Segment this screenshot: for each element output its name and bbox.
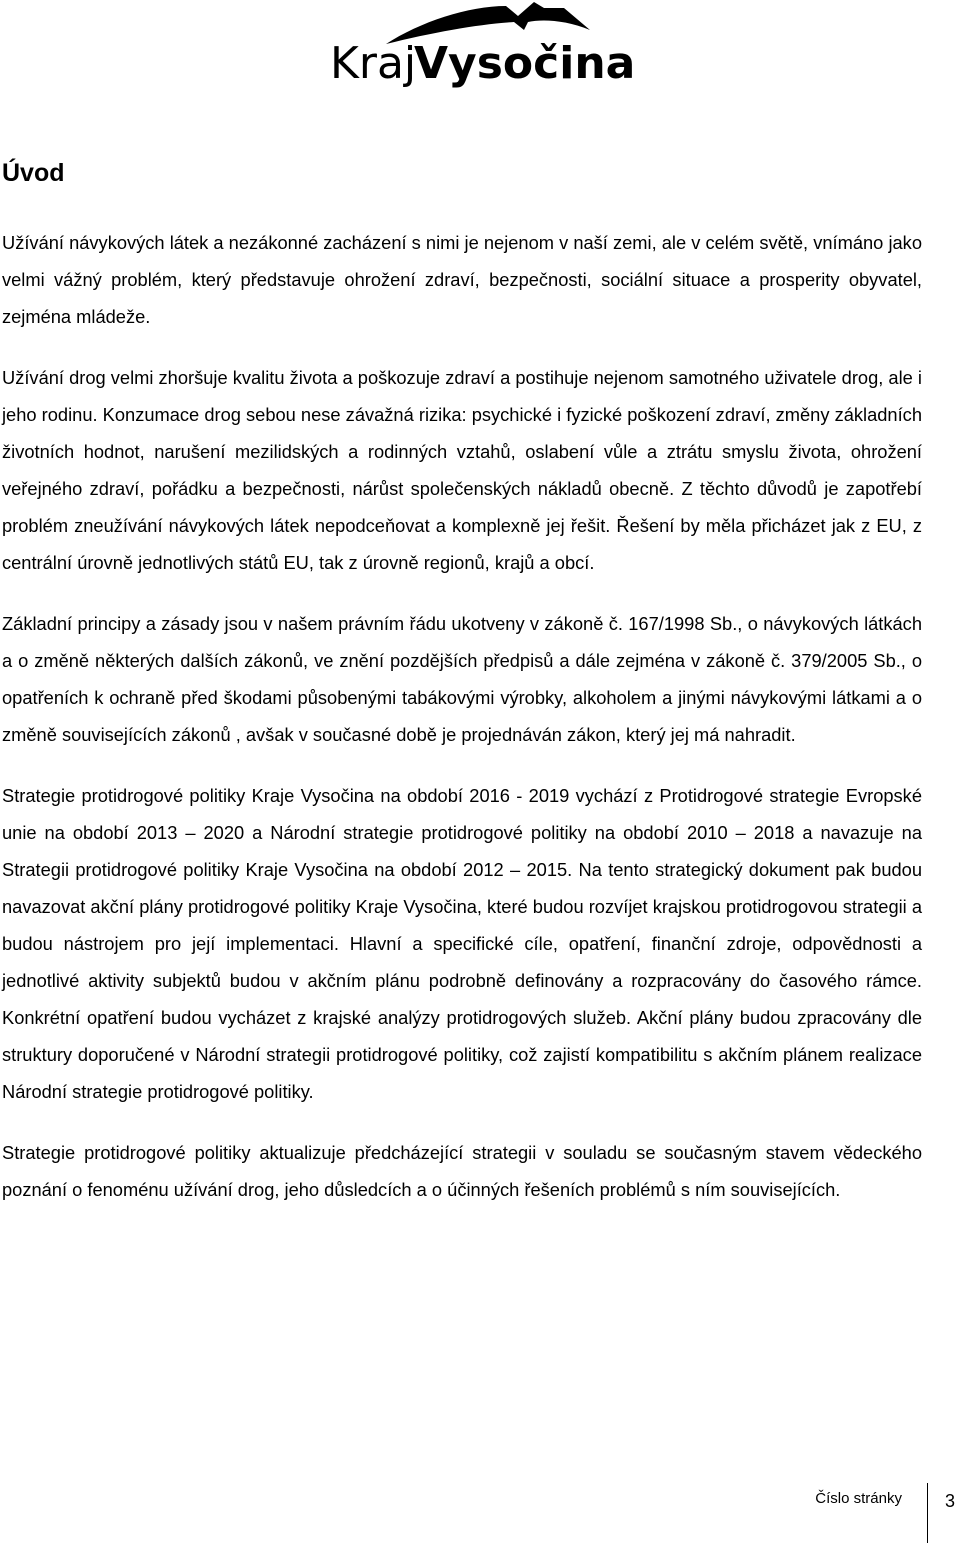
paragraph-5: Strategie protidrogové politiky aktualizuje předcházející strategii v souladu se současným stavem vědeckého poznání o fenoménu užívání drog, jeho důsledcích a o účinných řešeních problémů s ním souvisejících. xyxy=(2,1142,922,1200)
paragraph-3: Základní principy a zásady jsou v našem právním řádu ukotveny v zákoně č. 167/1998 Sb., o návykových látkách a o změně některých dalších zákonů, ve znění pozdějších předpisů a dále zejména v zákoně č. 379/2005 Sb., o opatřeních k ochraně před škodami působenými tabákovými výrobky, alkoholem a jinými návykovými látkami a o změně souvisejících zákonů , avšak v současné době je projednáván zákon, který jej má nahradit. xyxy=(2,613,922,745)
paragraph-1: Užívání návykových látek a nezákonné zacházení s nimi je nejenom v naší zemi, ale v celém světě, vnímáno jako velmi vážný problém, který představuje ohrožení zdraví, bezpečnosti, sociální situace a prosperity obyvatel, zejména mládeže. xyxy=(2,232,922,327)
page-footer xyxy=(812,1483,956,1549)
page-title: Úvod xyxy=(2,159,65,187)
document-body xyxy=(2,224,922,1232)
page-number-label: Číslo stránky xyxy=(815,1490,902,1507)
kraj-vysocina-logo xyxy=(328,0,636,95)
paragraph-2: Užívání drog velmi zhoršuje kvalitu života a poškozuje zdraví a postihuje nejenom samotného uživatele drog, ale i jeho rodinu. Konzumace drog sebou nese závažná rizika: psychické i fyzické poškození zdraví, změny základních životních hodnot, narušení mezilidských a rodinných vztahů, oslabení vůle a ztrátu smyslu života, ohrožení veřejného zdraví, pořádku a bezpečnosti, nárůst společenských nákladů obecně. Z těchto důvodů je zapotřebí problém zneužívání návykových látek nepodceňovat a komplexně jej řešit. Řešení by měla přicházet jak z EU, z centrální úrovně jednotlivých států EU, tak z úrovně regionů, krajů a obcí. xyxy=(2,367,922,573)
page-number: 3 xyxy=(945,1491,956,1511)
footer-divider xyxy=(927,1483,928,1543)
logo-text-kraj: Kraj xyxy=(330,38,417,89)
logo-text-vysocina: Vysočina xyxy=(414,38,636,89)
paragraph-4: Strategie protidrogové politiky Kraje Vysočina na období 2016 - 2019 vychází z Protidrogové strategie Evropské unie na období 2013 – 2020 a Národní strategie protidrogové politiky na období 2010 – 2018 a navazuje na Strategii protidrogové politiky Kraje Vysočina na období 2012 – 2015. Na tento strategický dokument pak budou navazovat akční plány protidrogové politiky Kraje Vysočina, které budou rozvíjet krajskou protidrogovou strategii a budou nástrojem pro její implementaci. Hlavní a specifické cíle, opatření, finanční zdroje, odpovědnosti a jednotlivé aktivity subjektů budou v akčním plánu podrobně definovány a rozpracovány do časového rámce. Konkrétní opatření budou vycházet z krajské analýzy protidrogových služeb. Akční plány budou zpracovány dle struktury doporučené v Národní strategii protidrogové politiky, což zajistí kompatibilitu s akčním plánem realizace Národní strategie protidrogové politiky. xyxy=(2,785,922,1102)
logo-graphic xyxy=(328,0,636,95)
